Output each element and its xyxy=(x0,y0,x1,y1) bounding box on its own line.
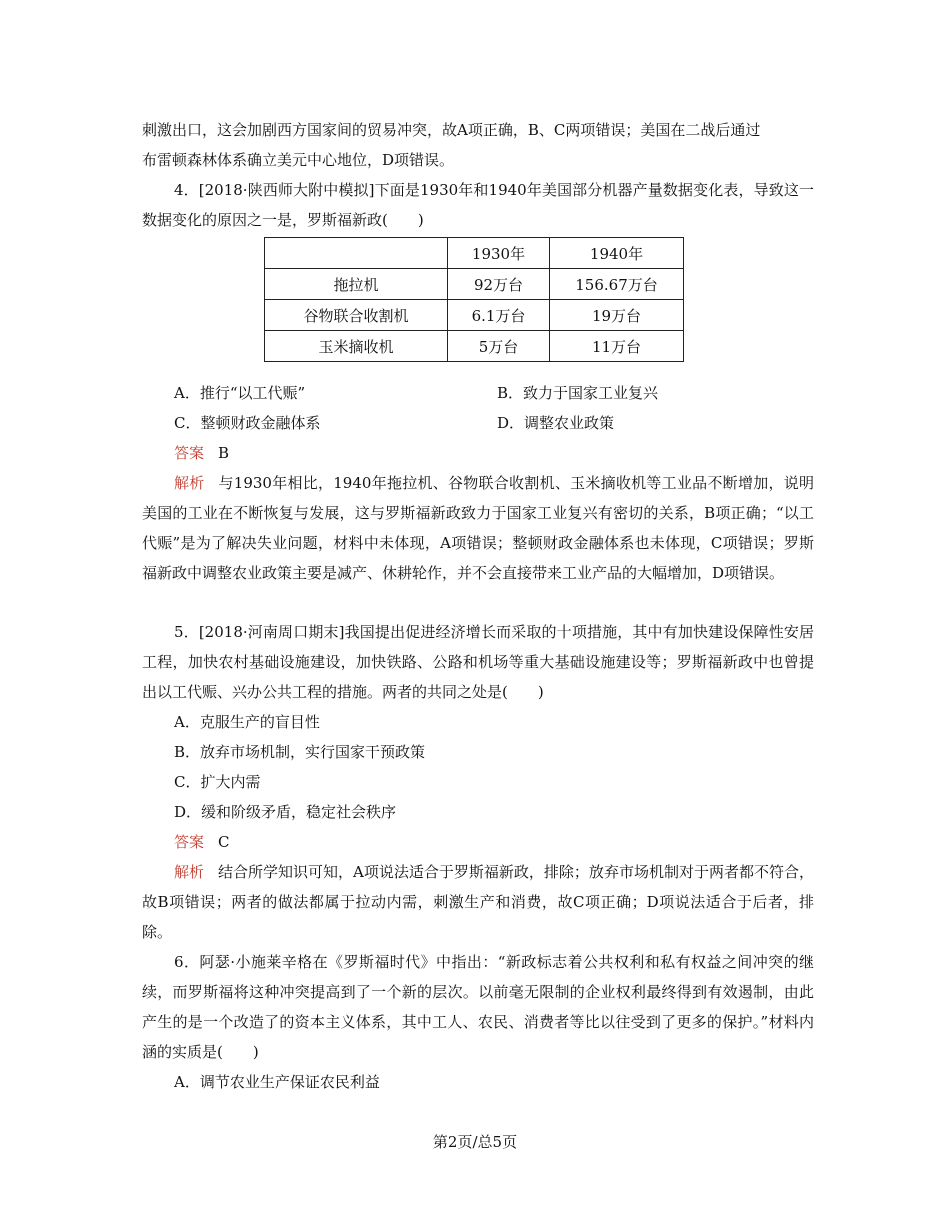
answer-label: 答案 xyxy=(174,833,205,851)
intro-line-2: 布雷顿森林体系确立美元中心地位，D项错误。 xyxy=(142,151,455,169)
intro-line-1: 刺激出口，这会加剧西方国家间的贸易冲突，故A项正确，B、C两项错误；美国在二战后通过 xyxy=(142,121,761,139)
table-row xyxy=(265,300,684,331)
q4-option-c: C．整顿财政金融体系 xyxy=(174,414,321,432)
table-cell: 谷物联合收割机 xyxy=(265,300,448,331)
table-header-cell: 1930年 xyxy=(448,238,550,269)
table-cell: 92万台 xyxy=(448,269,550,300)
intro-text xyxy=(142,115,814,175)
q4-option-d: D．调整农业政策 xyxy=(497,414,615,432)
table-row xyxy=(265,269,684,300)
answer-value: B xyxy=(218,444,230,462)
q5-option-b: B．放弃市场机制，实行国家干预政策 xyxy=(174,743,426,761)
q4-option-a: A．推行“以工代赈” xyxy=(174,384,306,402)
q4-answer xyxy=(174,438,229,468)
q5-option-d: D．缓和阶级矛盾，稳定社会秩序 xyxy=(174,803,397,821)
table-cell: 156.67万台 xyxy=(550,269,684,300)
table-header-cell: 1940年 xyxy=(550,238,684,269)
q5-option-a: A．克服生产的盲目性 xyxy=(174,713,320,731)
table-header-row xyxy=(265,238,684,269)
q4-analysis xyxy=(142,468,814,588)
q5-stem: 5．[2018·河南周口期末]我国提出促进经济增长而采取的十项措施，其中有加快建设保障性安居工程，加快农村基础设施建设，加快铁路、公路和机场等重大基础设施建设等；罗斯福新政中也曾提出以工代赈、兴办公共工程的措施。两者的共同之处是( ) xyxy=(142,623,814,701)
table-cell: 11万台 xyxy=(550,331,684,362)
answer-label: 答案 xyxy=(174,444,205,462)
q4-stem: 4．[2018·陕西师大附中模拟]下面是1930年和1940年美国部分机器产量数据变化表，导致这一数据变化的原因之一是，罗斯福新政( ) xyxy=(142,181,814,229)
answer-value: C xyxy=(218,833,230,851)
q4-option-b: B．致力于国家工业复兴 xyxy=(497,384,659,402)
analysis-text: 与1930年相比，1940年拖拉机、谷物联合收割机、玉米摘收机等工业品不断增加，说明美国的工业在不断恢复与发展，这与罗斯福新政致力于国家工业复兴有密切的关系，B项正确；“以工代赈”是为了解决失业问题，材料中未体现，A项错误；整顿财政金融体系也未体现，C项错误；罗斯福新政中调整农业政策主要是减产、休耕轮作，并不会直接带来工业产品的大幅增加，D项错误。 xyxy=(142,474,814,582)
table-cell: 19万台 xyxy=(550,300,684,331)
q4-table xyxy=(264,237,684,362)
q5-analysis xyxy=(142,857,814,947)
q5-option-c: C．扩大内需 xyxy=(174,773,261,791)
table-cell: 玉米摘收机 xyxy=(265,331,448,362)
analysis-text: 结合所学知识可知，A项说法适合于罗斯福新政，排除；放弃市场机制对于两者都不符合，故B项错误；两者的做法都属于拉动内需，刺激生产和消费，故C项正确；D项说法适合于后者，排除。 xyxy=(142,863,814,941)
table-header-cell xyxy=(265,238,448,269)
q5-answer xyxy=(174,827,230,857)
analysis-label: 解析 xyxy=(174,863,205,881)
table-cell: 5万台 xyxy=(448,331,550,362)
page-footer: 第2页/总5页 xyxy=(432,1133,518,1151)
q6-option-a: A．调节农业生产保证农民利益 xyxy=(174,1073,380,1091)
table-row xyxy=(265,331,684,362)
table-cell: 拖拉机 xyxy=(265,269,448,300)
q6-stem: 6．阿瑟·小施莱辛格在《罗斯福时代》中指出：“新政标志着公共权利和私有权益之间冲突的继续，而罗斯福将这种冲突提高到了一个新的层次。以前毫无限制的企业权利最终得到有效遏制，由此产生的是一个改造了的资本主义体系，其中工人、农民、消费者等比以往受到了更多的保护。”材料内涵的实质是( ) xyxy=(142,953,814,1061)
analysis-label: 解析 xyxy=(174,474,205,492)
table-cell: 6.1万台 xyxy=(448,300,550,331)
